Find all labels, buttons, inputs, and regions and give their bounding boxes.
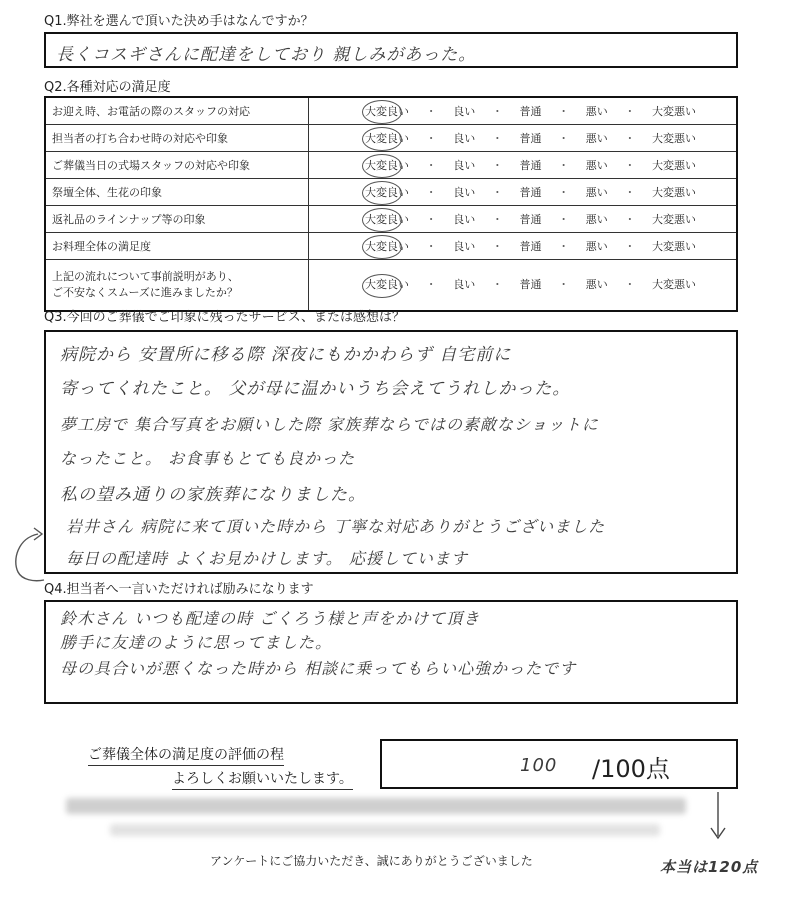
q1-question: Q1.弊社を選んで頂いた決め手はなんですか？ bbox=[44, 14, 314, 29]
q4-line: 母の具合いが悪くなった時から 相談に乗ってもらい心強かったです bbox=[60, 659, 577, 678]
arrow-annotation-icon bbox=[8, 520, 48, 590]
q3-line: 夢工房で 集合写真をお願いした際 家族葬ならではの素敵なショットに bbox=[60, 415, 599, 434]
option-0[interactable]: 大変良い bbox=[365, 159, 409, 172]
redacted-text bbox=[110, 824, 660, 836]
option-1[interactable]: 良い bbox=[453, 186, 476, 199]
satisfaction-options bbox=[309, 179, 738, 206]
score-prompt-line2: よろしくお願いいたします。 bbox=[172, 768, 353, 790]
label-line: ご不安なくスムーズに進みましたか？ bbox=[52, 286, 238, 299]
option-1[interactable]: 良い bbox=[453, 132, 476, 145]
option-separator: ・ bbox=[558, 186, 570, 199]
option-separator: ・ bbox=[558, 278, 570, 291]
option-1[interactable]: 良い bbox=[453, 105, 476, 118]
satisfaction-row-label: 祭壇全体、生花の印象 bbox=[45, 179, 309, 206]
option-3[interactable]: 悪い bbox=[585, 105, 608, 118]
score-prompt-line1: ご葬儀全体の満足度の評価の程 bbox=[88, 744, 284, 766]
selected-circle-mark bbox=[362, 208, 402, 232]
option-separator: ・ bbox=[558, 159, 570, 172]
satisfaction-row-label: 担当者の打ち合わせ時の対応や印象 bbox=[45, 125, 309, 152]
option-separator: ・ bbox=[425, 105, 437, 118]
satisfaction-row-label: お料理全体の満足度 bbox=[45, 233, 309, 260]
option-separator: ・ bbox=[491, 186, 503, 199]
down-arrow-icon bbox=[706, 790, 730, 846]
option-0[interactable]: 大変良い bbox=[365, 186, 409, 199]
option-separator: ・ bbox=[558, 132, 570, 145]
footer-thanks: アンケートにご協力いただき、誠にありがとうございました bbox=[210, 854, 533, 868]
option-separator: ・ bbox=[491, 105, 503, 118]
satisfaction-row-label bbox=[45, 260, 309, 312]
q3-line: 寄ってくれたこと。 父が母に温かいうち会えてうれしかった。 bbox=[60, 379, 571, 399]
option-separator: ・ bbox=[425, 278, 437, 291]
option-4[interactable]: 大変悪い bbox=[652, 213, 696, 226]
option-separator: ・ bbox=[558, 213, 570, 226]
option-2[interactable]: 普通 bbox=[519, 159, 542, 172]
option-3[interactable]: 悪い bbox=[585, 159, 608, 172]
option-separator: ・ bbox=[624, 213, 636, 226]
selected-circle-mark bbox=[362, 127, 402, 151]
option-3[interactable]: 悪い bbox=[585, 240, 608, 253]
q4-line: 鈴木さん いつも配達の時 ごくろう様と声をかけて頂き bbox=[60, 609, 481, 628]
option-separator: ・ bbox=[425, 159, 437, 172]
extra-score-note: 本当は120点 bbox=[660, 858, 759, 876]
selected-circle-mark bbox=[362, 274, 402, 298]
selected-circle-mark bbox=[362, 235, 402, 259]
option-4[interactable]: 大変悪い bbox=[652, 278, 696, 291]
option-4[interactable]: 大変悪い bbox=[652, 159, 696, 172]
q3-question: Q3.今回のご葬儀でご印象に残ったサービス、または感想は？ bbox=[44, 310, 406, 325]
option-2[interactable]: 普通 bbox=[519, 213, 542, 226]
option-3[interactable]: 悪い bbox=[585, 213, 608, 226]
satisfaction-row-label: 返礼品のラインナップ等の印象 bbox=[45, 206, 309, 233]
satisfaction-table bbox=[44, 96, 738, 312]
option-4[interactable]: 大変悪い bbox=[652, 240, 696, 253]
selected-circle-mark bbox=[362, 100, 402, 124]
satisfaction-row-label: ご葬儀当日の式場スタッフの対応や印象 bbox=[45, 152, 309, 179]
redacted-text bbox=[66, 798, 686, 814]
selected-circle-mark bbox=[362, 154, 402, 178]
selected-circle-mark bbox=[362, 181, 402, 205]
option-0[interactable]: 大変良い bbox=[365, 213, 409, 226]
option-separator: ・ bbox=[425, 213, 437, 226]
option-2[interactable]: 普通 bbox=[519, 278, 542, 291]
q2-question: Q2.各種対応の満足度 bbox=[44, 80, 171, 95]
option-1[interactable]: 良い bbox=[453, 159, 476, 172]
satisfaction-row bbox=[45, 260, 737, 312]
option-2[interactable]: 普通 bbox=[519, 132, 542, 145]
satisfaction-options bbox=[309, 97, 738, 125]
option-3[interactable]: 悪い bbox=[585, 186, 608, 199]
option-3[interactable]: 悪い bbox=[585, 132, 608, 145]
option-separator: ・ bbox=[624, 132, 636, 145]
q1-answer-box bbox=[44, 32, 738, 68]
q3-line: 私の望み通りの家族葬になりました。 bbox=[60, 485, 366, 505]
satisfaction-options bbox=[309, 233, 738, 260]
option-separator: ・ bbox=[491, 213, 503, 226]
option-separator: ・ bbox=[425, 240, 437, 253]
option-2[interactable]: 普通 bbox=[519, 186, 542, 199]
option-4[interactable]: 大変悪い bbox=[652, 186, 696, 199]
satisfaction-row bbox=[45, 125, 737, 152]
option-separator: ・ bbox=[624, 240, 636, 253]
option-separator: ・ bbox=[425, 186, 437, 199]
option-0[interactable]: 大変良い bbox=[365, 278, 409, 291]
satisfaction-row-label: お迎え時、お電話の際のスタッフの対応 bbox=[45, 97, 309, 125]
satisfaction-row bbox=[45, 97, 737, 125]
satisfaction-options bbox=[309, 206, 738, 233]
option-separator: ・ bbox=[558, 240, 570, 253]
satisfaction-options bbox=[309, 152, 738, 179]
option-separator: ・ bbox=[491, 278, 503, 291]
satisfaction-options bbox=[309, 125, 738, 152]
option-0[interactable]: 大変良い bbox=[365, 132, 409, 145]
option-separator: ・ bbox=[624, 278, 636, 291]
satisfaction-row bbox=[45, 233, 737, 260]
satisfaction-row bbox=[45, 152, 737, 179]
option-1[interactable]: 良い bbox=[453, 278, 476, 291]
option-separator: ・ bbox=[425, 132, 437, 145]
option-1[interactable]: 良い bbox=[453, 240, 476, 253]
score-suffix: /100点 bbox=[592, 755, 670, 783]
option-2[interactable]: 普通 bbox=[519, 240, 542, 253]
q3-line: なったこと。 お食事もとても良かった bbox=[60, 449, 356, 468]
label-line: 上記の流れについて事前説明があり、 bbox=[52, 270, 239, 283]
option-separator: ・ bbox=[624, 105, 636, 118]
q3-line: 毎日の配達時 よくお見かけします。 応援しています bbox=[66, 549, 468, 568]
satisfaction-options bbox=[309, 260, 738, 312]
q4-question: Q4.担当者へ一言いただければ励みになります bbox=[44, 582, 314, 597]
satisfaction-row bbox=[45, 179, 737, 206]
option-2[interactable]: 普通 bbox=[519, 105, 542, 118]
q4-line: 勝手に友達のように思ってました。 bbox=[60, 633, 333, 652]
q1-answer: 長くコスギさんに配達をしており 親しみがあった。 bbox=[56, 45, 477, 65]
option-1[interactable]: 良い bbox=[453, 213, 476, 226]
score-value: 100 bbox=[520, 755, 558, 776]
option-separator: ・ bbox=[624, 186, 636, 199]
option-separator: ・ bbox=[491, 132, 503, 145]
score-box bbox=[380, 739, 738, 789]
option-separator: ・ bbox=[491, 240, 503, 253]
option-separator: ・ bbox=[558, 105, 570, 118]
q3-line: 病院から 安置所に移る際 深夜にもかかわらず 自宅前に bbox=[60, 345, 512, 365]
option-0[interactable]: 大変良い bbox=[365, 105, 409, 118]
option-separator: ・ bbox=[491, 159, 503, 172]
option-4[interactable]: 大変悪い bbox=[652, 105, 696, 118]
satisfaction-row bbox=[45, 206, 737, 233]
option-0[interactable]: 大変良い bbox=[365, 240, 409, 253]
option-4[interactable]: 大変悪い bbox=[652, 132, 696, 145]
option-separator: ・ bbox=[624, 159, 636, 172]
q3-line: 岩井さん 病院に来て頂いた時から 丁寧な対応ありがとうございました bbox=[66, 517, 606, 536]
option-3[interactable]: 悪い bbox=[585, 278, 608, 291]
